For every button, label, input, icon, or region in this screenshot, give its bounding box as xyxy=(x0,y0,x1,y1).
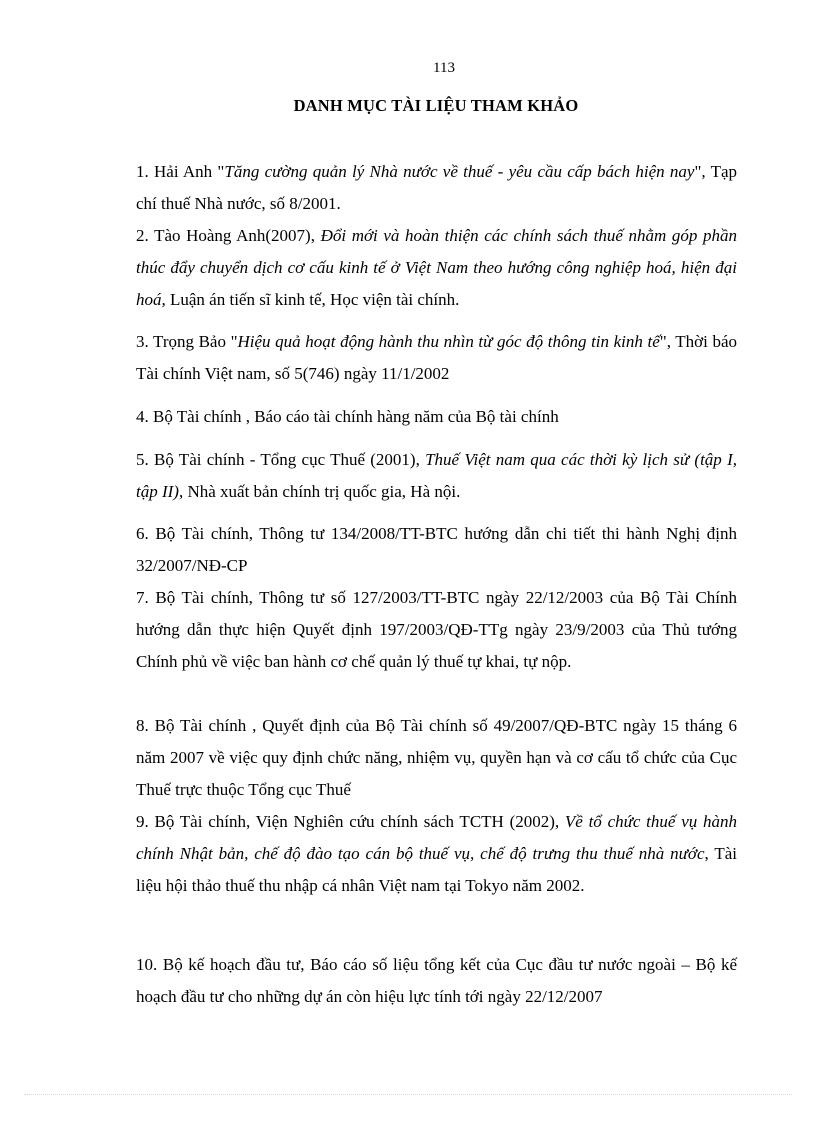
reference-item xyxy=(136,326,737,390)
reference-item xyxy=(136,220,737,316)
reference-title: Đổi mới và hoàn thiện các chính sách thuế nhằm góp phần thúc đẩy chuyển dịch cơ cấu kinh tế ở Việt Nam theo hướng công nghiệp hoá, hiện đại hoá, xyxy=(136,226,737,309)
reference-item xyxy=(136,444,737,508)
reference-title: Về tổ chức thuế vụ hành chính Nhật bản, chế độ đào tạo cán bộ thuế vụ, chế độ trưng thu thuế nhà nước xyxy=(136,812,738,863)
reference-title: Hiệu quả hoạt động hành thu nhìn từ góc độ thông tin kinh tế xyxy=(237,332,660,351)
reference-author: Bộ Tài chính , Báo cáo tài chính hàng năm của Bộ tài chính xyxy=(153,407,559,426)
reference-item xyxy=(136,949,737,1013)
reference-title: Thuế Việt nam qua các thời kỳ lịch sử (tập I, tập II) xyxy=(136,450,737,501)
reference-author: Bộ Tài chính, Viện Nghiên cứu chính sách TCTH (2002), xyxy=(154,812,565,831)
reference-number: 5. xyxy=(136,450,155,469)
reference-number: 7. xyxy=(136,588,156,607)
reference-number: 2. xyxy=(136,226,155,245)
reference-number: 10. xyxy=(136,955,163,974)
reference-title: Tăng cường quản lý Nhà nước về thuế - yêu cầu cấp bách hiện nay xyxy=(224,162,695,181)
reference-number: 6. xyxy=(136,524,156,543)
reference-author: Bộ Tài chính, Thông tư 134/2008/TT-BTC hướng dẫn chi tiết thi hành Nghị định 32/2007/NĐ-CP xyxy=(136,524,738,575)
reference-item xyxy=(136,401,737,433)
reference-number: 8. xyxy=(136,716,155,735)
reference-source: , Tài liệu hội thảo thuế thu nhập cá nhân Việt nam tại Tokyo năm 2002. xyxy=(136,844,737,895)
reference-item xyxy=(136,156,737,220)
reference-number: 4. xyxy=(136,407,153,426)
reference-author: Bộ Tài chính , Quyết định của Bộ Tài chính số 49/2007/QĐ-BTC ngày 15 tháng 6 năm 2007 về việc quy định chức năng, nhiệm vụ, quyền hạn và cơ cấu tổ chức của Cục Thuế trực thuộc Tổng cục Thuế xyxy=(136,716,738,799)
page-number: 113 xyxy=(433,60,455,76)
reference-item xyxy=(136,518,737,582)
reference-item xyxy=(136,710,737,806)
reference-source: ", Tạp chí thuế Nhà nước, số 8/2001. xyxy=(136,162,738,213)
reference-author: Trọng Bảo " xyxy=(153,332,238,351)
reference-author: Hải Anh " xyxy=(154,162,225,181)
reference-source: ", Thời báo Tài chính Việt nam, số 5(746) ngày 11/1/2002 xyxy=(136,332,737,383)
reference-author: Bộ Tài chính, Thông tư số 127/2003/TT-BTC ngày 22/12/2003 của Bộ Tài Chính hướng dẫn thực hiện Quyết định 197/2003/QĐ-TTg ngày 23/9/2003 của Thủ tướng Chính phủ về việc ban hành cơ chế quản lý thuế tự khai, tự nộp. xyxy=(136,588,738,671)
page-title: DANH MỤC TÀI LIỆU THAM KHẢO xyxy=(293,96,579,115)
reference-author: Bộ kế hoạch đầu tư, Báo cáo số liệu tổng kết của Cục đầu tư nước ngoài – Bộ kế hoạch đầu tư cho những dự án còn hiệu lực tính tới ngày 22/12/2007 xyxy=(136,955,737,1006)
reference-number: 9. xyxy=(136,812,155,831)
reference-author: Tào Hoàng Anh(2007), xyxy=(154,226,321,245)
reference-author: Bộ Tài chính - Tổng cục Thuế (2001), xyxy=(154,450,426,469)
reference-item xyxy=(136,582,737,678)
reference-source: , Nhà xuất bản chính trị quốc gia, Hà nội. xyxy=(178,482,461,501)
reference-number: 3. xyxy=(136,332,154,351)
reference-item xyxy=(136,806,737,902)
reference-source: Luận án tiến sĩ kinh tế, Học viện tài chính. xyxy=(165,290,460,309)
footer-divider xyxy=(24,1094,792,1095)
reference-number: 1. xyxy=(136,162,155,181)
